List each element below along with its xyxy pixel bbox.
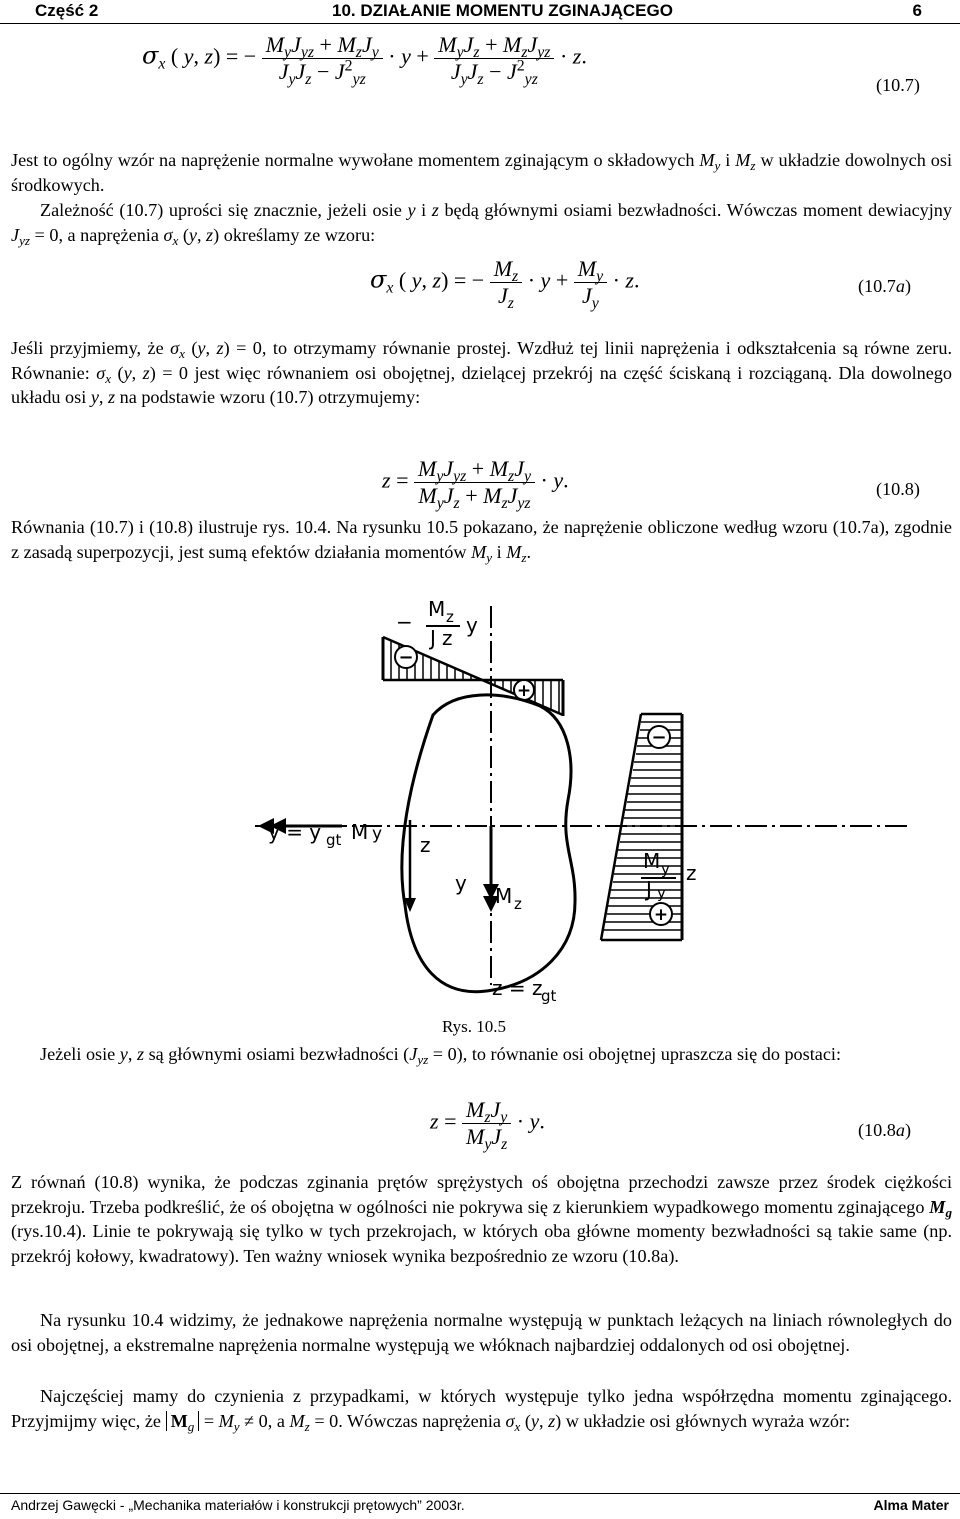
svg-text:M: M [351,820,369,844]
svg-text:J: J [430,626,436,650]
paragraph-2: Zależność (10.7) uprości się znacznie, jeżeli osie y i z będą głównymi osiami bezwładności. Wówczas moment dewiacyjny $J_{yz} = 0$, a naprężenia $\sigma_x$ (y, z) określamy ze wzoru: [11,200,952,248]
paragraph-6: Z równań (10.8) wynika, że podczas zginania prętów sprężystych oś obojętna przechodzi zawsze przez środek ciężkości przekroju. Trzeba podkreślić, że oś obojętna w ogólności nie pokrywa się z kierunkiem wypadkowego momentu zginającego $M_g$ (rys.10.4). Linie te pokrywają się tylko w tych przekrojach, w których oba główne momenty bezwładności są takie same (np. przekrój kołowy, kwadratowy). Ten ważny wniosek wynika bezpośrednio ze wzoru (10.8a). [11,1172,952,1266]
svg-text:z: z [446,608,454,626]
equation-number-10-7: (10.7) [876,75,920,95]
minus-sign-right: − [651,727,667,748]
svg-text:z: z [442,626,453,650]
svg-text:y: y [657,884,666,902]
page-header [0,0,960,26]
label-my-over-jy-z [641,849,697,902]
header-rule [0,23,960,24]
equation-number-10-7a: (10.7a) [858,276,912,296]
plus-sign-right: + [653,905,669,925]
header-part: Część 2 [35,1,99,20]
equation-10-8: z = $\frac{M_yJ_{yz} + M_zJ_y}{M_yJ_z + M_zJ_{yz}}$ · y. [382,456,569,512]
label-my [351,820,382,844]
svg-text:y: y [661,860,670,878]
label-y-equals-y-gt [268,820,342,849]
label-z-equals-z-gt [492,976,557,1005]
svg-text:−: − [396,610,413,634]
footer-publisher: Alma Mater [873,1497,949,1513]
header-chapter: 10. DZIAŁANIE MOMENTU ZGINAJĄCEGO [332,1,673,20]
plus-sign: + [516,681,532,701]
stress-diagram-mz [383,597,563,716]
svg-text:M: M [428,597,446,621]
equation-number-10-8: (10.8) [876,479,920,499]
svg-text:J: J [646,877,652,901]
footer-citation: Andrzej Gawęcki - „Mechanika materiałów i konstrukcji prętowych” 2003r. [11,1497,465,1513]
svg-text:gt: gt [326,831,342,849]
equation-10-7a: $\sigma_x$ ( y, z) = − $\frac{M_z}{J_z}$ · y + $\frac{M_y}{J_y}$ · z. [370,256,640,312]
paragraph-4: Równania (10.7) i (10.8) ilustruje rys. 10.4. Na rysunku 10.5 pokazano, że naprężenie obliczone według wzoru (10.7a), zgodnie z zasadą superpozycji, jest sumą efektów działania momentów $M_y$ i $M_z$. [11,517,952,565]
svg-text:y = y: y = y [268,820,322,844]
paragraph-5: Jeżeli osie y, z są głównymi osiami bezwładności $(J_{yz} = 0)$, to równanie osi obojętnej upraszcza się do postaci: [40,1044,842,1067]
paragraph-3: Jeśli przyjmiemy, że $\sigma_x$ (y, z) = 0, to otrzymamy równanie prostej. Wzdłuż tej linii naprężenia i odkształcenia są równe zeru. Równanie: $\sigma_x$ (y, z) = 0 jest więc równaniem osi obojętnej, dzielącej przekrój na część ściskaną i rozciąganą. Dla dowolnego układu osi y, z na podstawie wzoru (10.7) otrzymujemy: [11,338,952,407]
footer-rule [0,1493,960,1494]
paragraph-1: Jest to ogólny wzór na naprężenie normalne wywołane momentem zginającym o składowych $M_y$ i $M_z$ w układzie dowolnych osi środkowych. [11,150,952,195]
equation-number-10-8a: (10.8a) [858,1120,912,1140]
svg-text:gt: gt [541,987,557,1005]
svg-text:z: z [686,861,697,885]
equation-10-7: $\sigma_x$ ( y, z) = − $\frac{M_yJ_{yz} + M_zJ_y}{J_yJ_z - J^2_{yz}}$ · y + $\frac{M_yJ_z + M_zJ_{yz}}{J_yJ_z - J^2_{yz}}$ · z. [142,32,587,88]
minus-sign: − [398,647,414,668]
figure-10-5 [0,590,960,1010]
figure-caption: Rys. 10.5 [442,1017,507,1036]
svg-text:M: M [495,884,513,908]
label-y: y [455,871,467,895]
svg-text:y: y [466,613,478,637]
header-page-number: 6 [912,1,922,20]
svg-text:z: z [514,895,522,913]
svg-text:z = z: z = z [492,976,543,1000]
label-minus-mz-over-jz-y [396,597,478,650]
paragraph-7: Na rysunku 10.4 widzimy, że jednakowe naprężenia normalne występują w punktach leżących na liniach równoległych do osi obojętnej, a ekstremalne naprężenia normalne występują we włóknach najbardziej oddalonych od osi obojętnej. [11,1310,952,1355]
label-z: z [420,833,431,857]
equation-10-8a: z = $\frac{M_zJ_y}{M_yJ_z}$ · y. [430,1097,545,1153]
label-mz [495,884,522,913]
svg-text:M: M [643,849,661,873]
paragraph-8: Najczęściej mamy do czynienia z przypadkami, w których występuje tylko jedna współrzędna momentu zginającego. Przyjmijmy więc, że $M_g = M_y \ne 0$, a $M_z = 0$. Wówczas naprężenia $\sigma_x$ (y, z) w układzie osi głównych wyraża wzór: [11,1386,952,1434]
svg-text:y: y [372,824,383,844]
